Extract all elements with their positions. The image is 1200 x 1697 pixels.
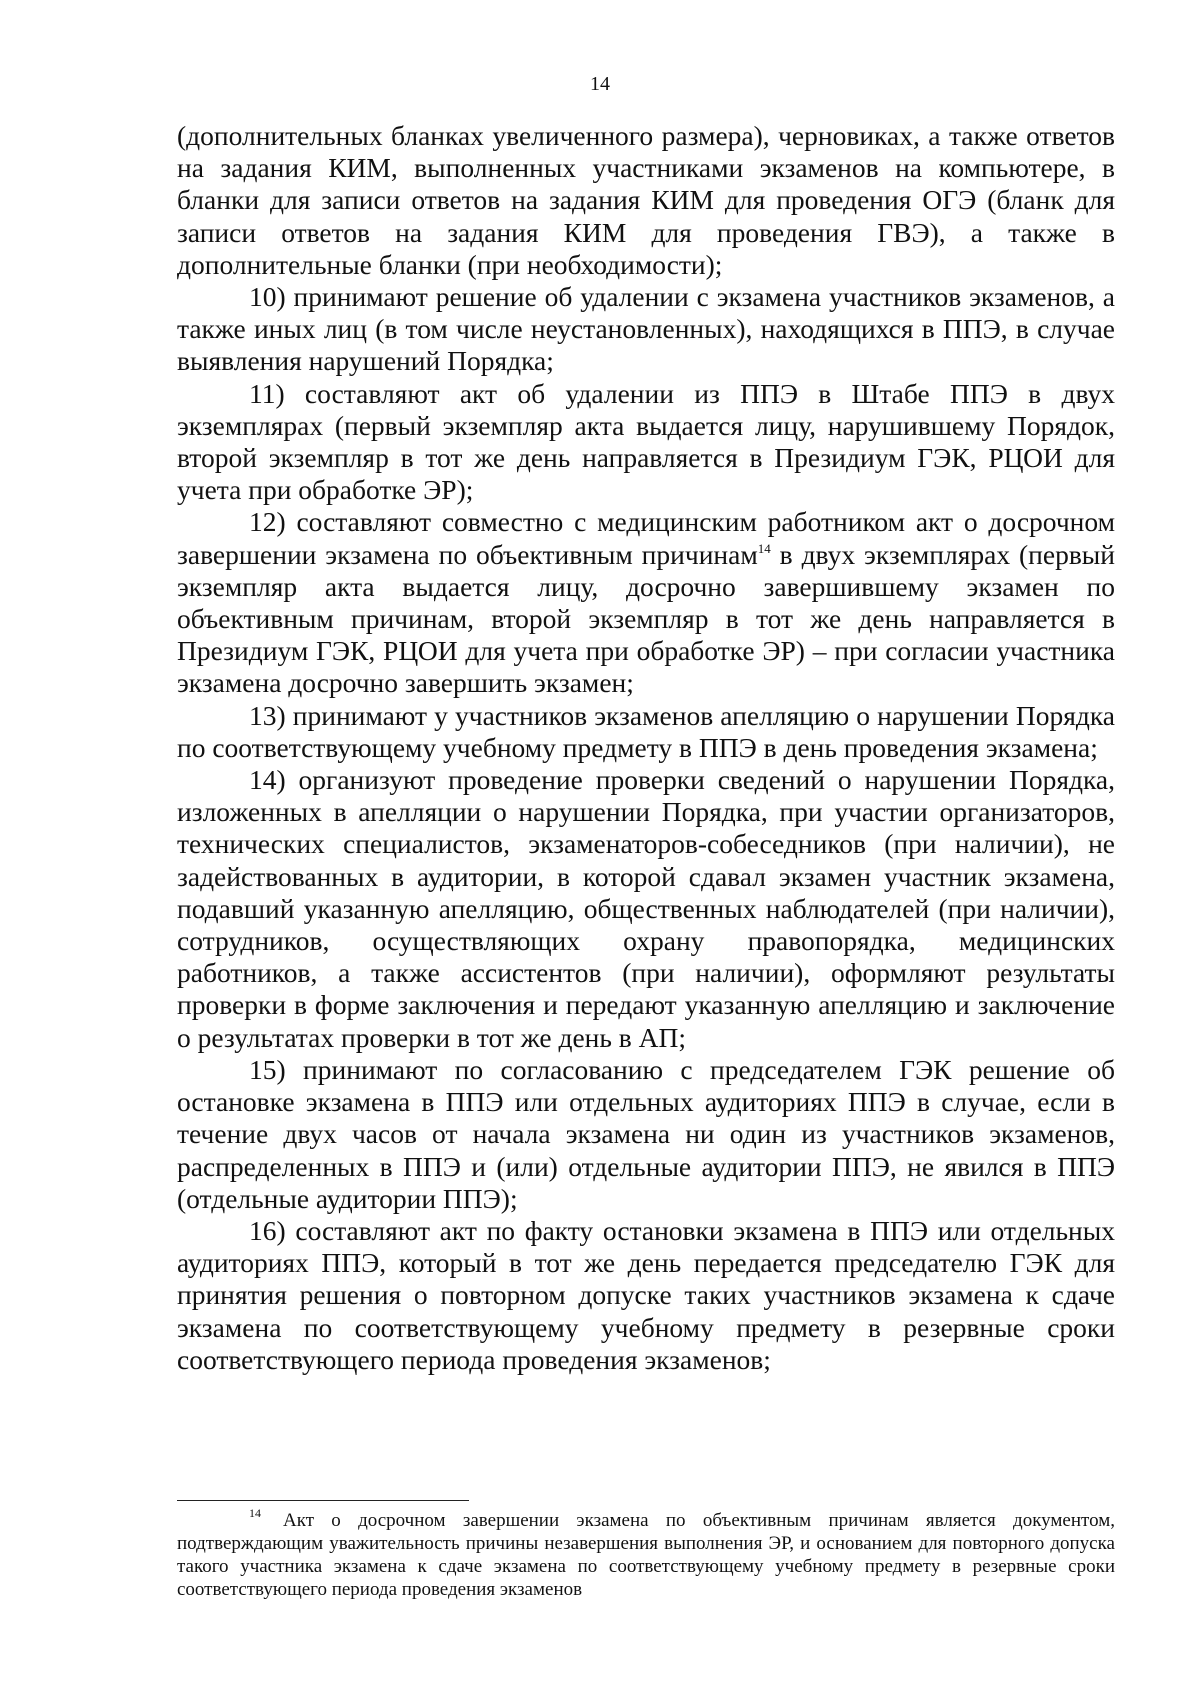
paragraph-item-11: 11) составляют акт об удалении из ППЭ в Штабе ППЭ в двух экземплярах (первый экземпляр акта выдается лицу, нарушившему Порядок, второй экземпляр в тот же день направляется в Президиум ГЭК, РЦОИ для учета при обработке ЭР);	[177, 377, 1115, 506]
paragraph-continuation: (дополнительных бланках увеличенного размера), черновиках, а также ответов на задания КИМ, выполненных участниками экзаменов на компьютере, в бланки для записи ответов на задания КИМ для проведения ОГЭ (бланк для записи ответов на задания КИМ для проведения ГВЭ), а также в дополнительные бланки (при необходимости);	[177, 120, 1115, 280]
paragraph-item-12-part-1: 12) составляют совместно с медицинским работником акт о досрочном завершении экзамена по объективным причинам	[177, 506, 1115, 570]
paragraph-item-16: 16) составляют акт по факту остановки экзамена в ППЭ или отдельных аудиториях ППЭ, который в тот же день передается председателю ГЭК для принятия решения о повторном допуске таких участников экзамена к сдаче экзамена по соответствующему учебному предмету в резервные сроки соответствующего периода проведения экзаменов;	[177, 1214, 1115, 1375]
paragraph-item-12	[177, 506, 1115, 699]
footnote	[177, 1506, 1115, 1601]
footnote-separator	[177, 1500, 469, 1501]
paragraph-item-15: 15) принимают по согласованию с председателем ГЭК решение об остановке экзамена в ППЭ или отдельных аудиториях ППЭ в случае, если в течение двух часов от начала экзамена ни один из участников экзаменов, распределенных в ППЭ и (или) отдельные аудитории ППЭ, не явился в ППЭ (отдельные аудитории ППЭ);	[177, 1053, 1115, 1214]
footnote-number: 14	[249, 1506, 261, 1520]
footnote-paragraph	[177, 1506, 1115, 1601]
document-body	[177, 120, 1115, 1376]
footnote-text: Акт о досрочном завершении экзамена по объективным причинам является документом, подтверждающим уважительность причины незавершения выполнения ЭР, и основанием для повторного допуска такого участника экзамена к сдаче экзамена по соответствующему учебному предмету в резервные сроки соответствующего периода проведения экзаменов	[177, 1510, 1115, 1600]
paragraph-item-13: 13) принимают у участников экзаменов апелляцию о нарушении Порядка по соответствующему учебному предмету в ППЭ в день проведения экзамена;	[177, 699, 1115, 763]
paragraph-item-10: 10) принимают решение об удалении с экзамена участников экзаменов, а также иных лиц (в том числе неустановленных), находящихся в ППЭ, в случае выявления нарушений Порядка;	[177, 281, 1115, 377]
page-number: 14	[590, 73, 610, 95]
paragraph-item-12-part-2: в двух экземплярах (первый экземпляр акта выдается лицу, досрочно завершившему экзамен по объективным причинам, второй экземпляр в тот же день направляется в Президиум ГЭК, РЦОИ для учета при обработке ЭР) – при согласии участника экзамена досрочно завершить экзамен;	[177, 538, 1115, 699]
footnote-reference: 14	[757, 540, 771, 556]
paragraph-item-14: 14) организуют проведение проверки сведений о нарушении Порядка, изложенных в апелляции о нарушении Порядка, при участии организаторов, технических специалистов, экзаменаторов-собеседников (при наличии), не задействованных в аудитории, в которой сдавал экзамен участник экзамена, подавший указанную апелляцию, общественных наблюдателей (при наличии), сотрудников, осуществляющих охрану правопорядка, медицинских работников, а также ассистентов (при наличии), оформляют результаты проверки в форме заключения и передают указанную апелляцию и заключение о результатах проверки в тот же день в АП;	[177, 764, 1115, 1053]
